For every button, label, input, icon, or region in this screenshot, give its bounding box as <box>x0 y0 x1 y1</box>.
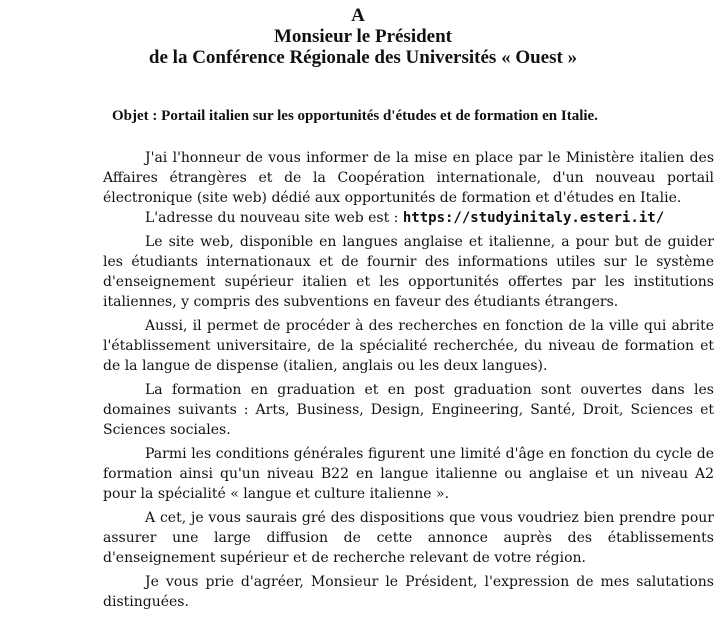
header-institution: de la Conférence Régionale des Universités « Ouest » <box>148 47 578 68</box>
paragraph-closing: Je vous prie d'agréer, Monsieur le Président, l'expression de mes salutations distinguées. <box>103 574 714 610</box>
website-intro: L'adresse du nouveau site web est : <box>145 210 403 226</box>
paragraph-domains: La formation en graduation et en post graduation sont ouvertes dans les domaines suivants : Arts, Business, Design, Engineering, Santé, Droit, Sciences et Sciences sociales. <box>103 382 714 438</box>
paragraph-request: A cet, je vous saurais gré des dispositions que vous voudriez bien prendre pour assurer une large diffusion de cette annonce auprès des établissements d'enseignement supérieur et de recherche relevant de votre région. <box>103 510 714 566</box>
paragraph-purpose: Le site web, disponible en langues anglaise et italienne, a pour but de guider les étudiants internationaux et de fournir des informations utiles sur le système d'enseignement supérieur italien et les opportunités offertes par les institutions italiennes, y compris des subventions en faveur des étudiants étrangers. <box>103 234 714 310</box>
subject-line: Objet : Portail italien sur les opportunités d'études et de formation en Italie. <box>112 108 598 124</box>
header-letter: A <box>351 5 365 26</box>
paragraph-website <box>103 208 714 228</box>
paragraph-conditions: Parmi les conditions générales figurent une limité d'âge en fonction du cycle de formation ainsi qu'un niveau B22 en langue italienne ou anglaise et un niveau A2 pour la spécialité « langue et culture italienne ». <box>103 446 714 502</box>
header-recipient: Monsieur le Président <box>273 26 452 47</box>
website-url[interactable]: https://studyinitaly.esteri.it/ <box>402 210 665 226</box>
letter-body <box>103 148 714 616</box>
paragraph-intro: J'ai l'honneur de vous informer de la mise en place par le Ministère italien des Affaires étrangères et de la Coopération internationale, d'un nouveau portail électronique (site web) dédié aux opportunités de formation et d'études en Italie. <box>103 150 714 206</box>
letter-header <box>0 5 726 68</box>
paragraph-search: Aussi, il permet de procéder à des recherches en fonction de la ville qui abrite l'établissement universitaire, de la spécialité recherchée, du niveau de formation et de la langue de dispense (italien, anglais ou les deux langues). <box>103 318 714 374</box>
